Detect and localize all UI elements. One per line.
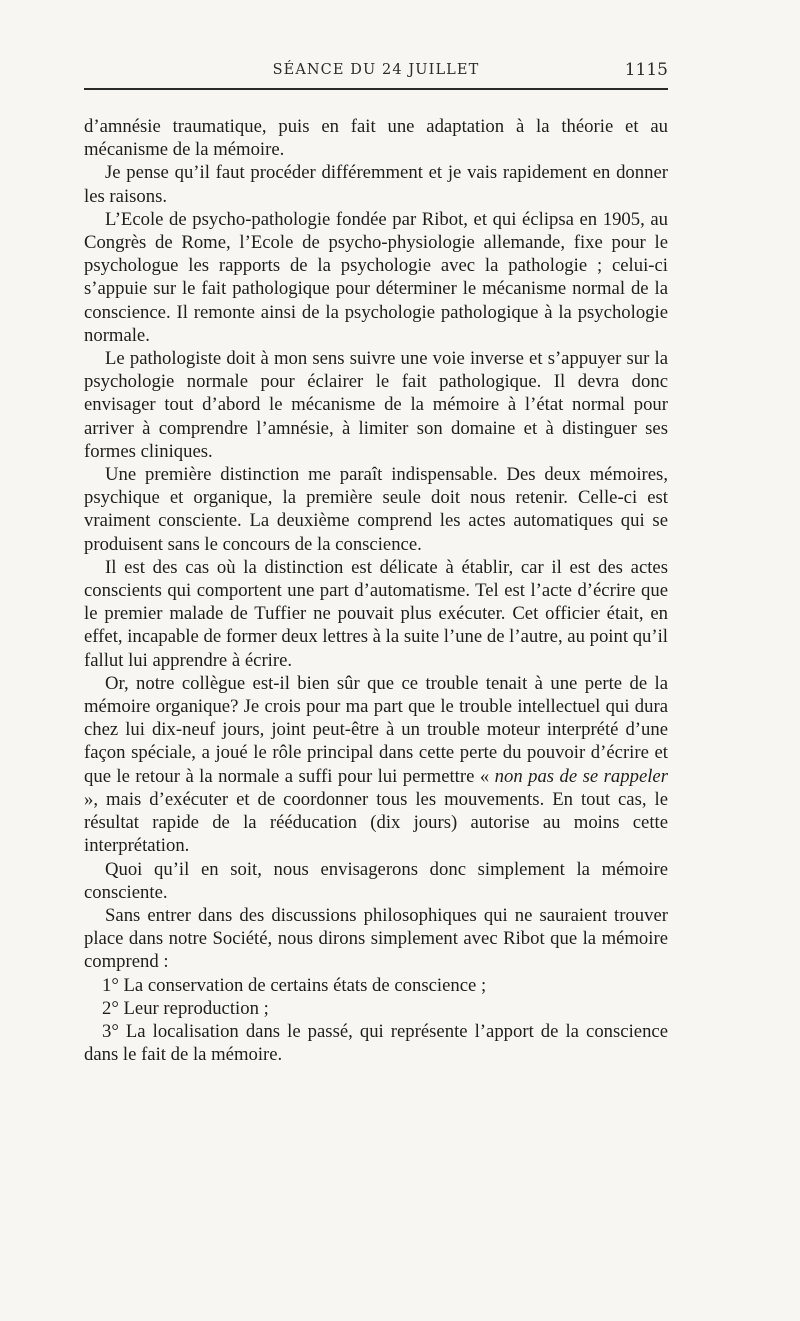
paragraph: Une première distinction me paraît indispensable. Des deux mémoires, psychique et organique, la première seule doit nous retenir. Celle-ci est vraiment consciente. La deuxième comprend les actes automatiques qui se produisent sans le concours de la conscience. — [84, 464, 668, 555]
paragraph: L’Ecole de psycho-pathologie fondée par Ribot, et qui éclipsa en 1905, au Congrès de Rome, l’Ecole de psycho-physiologie allemande, fixe pour le psychologue les rapports de la psychologie avec la pathologie ; celui-ci s’appuie sur le fait pathologique pour déterminer le mécanisme normal de la conscience. Il remonte ainsi de la psychologie pathologique à la psychologie normale. — [84, 208, 668, 346]
paragraph: d’amnésie traumatique, puis en fait une adaptation à la théorie et au mécanisme de la mémoire. — [84, 116, 668, 161]
running-head: SÉANCE DU 24 JUILLET — [272, 62, 480, 78]
paragraph — [84, 672, 668, 858]
paragraph-text: », mais d’exécuter et de coordonner tous les mouvements. En tout cas, le résultat rapide de la rééducation (dix jours) autorise au moins cette interprétation. — [84, 788, 668, 857]
paragraph: Le pathologiste doit à mon sens suivre une voie inverse et s’appuyer sur la psychologie normale pour éclairer le fait pathologique. Il devra donc envisager tout d’abord le mécanisme de la mémoire à l’état normal pour arriver à comprendre l’amnésie, à limiter son domaine et à distinguer ses formes cliniques. — [84, 348, 668, 462]
list-item: 1° La conservation de certains états de conscience ; — [102, 974, 487, 996]
page-header — [84, 56, 668, 90]
body-text — [84, 115, 668, 1066]
paragraph: Sans entrer dans des discussions philosophiques qui ne sauraient trouver place dans notre Société, nous dirons simplement avec Ribot que la mémoire comprend : — [84, 904, 668, 973]
list-item: 3° La localisation dans le passé, qui représente l’apport de la conscience dans le fait de la mémoire. — [84, 1020, 668, 1066]
paragraph-text: Or, notre collègue est-il bien sûr que ce trouble tenait à une perte de la mémoire organique? Je crois pour ma part que le trouble intellectuel qui dura chez lui dix-neuf jours, joint peut-être à un trouble moteur interprété d’une façon spéciale, a joué le rôle principal dans cette perte du pouvoir d’écrire et que le retour à la normale a suffi pour lui permettre « — [84, 672, 668, 787]
paragraph: Il est des cas où la distinction est délicate à établir, car il est des actes conscients qui comportent une part d’automatisme. Tel est l’acte d’écrire que le premier malade de Tuffier ne pouvait plus exécuter. Cet officier était, en effet, incapable de former deux lettres à la suite l’une de l’autre, au point qu’il fallut lui apprendre à écrire. — [84, 556, 668, 671]
list-item: 2° Leur reproduction ; — [102, 997, 269, 1019]
italic-quote: non pas de se rappeler — [494, 765, 668, 787]
paragraph: Je pense qu’il faut procéder différemment et je vais rapidement en donner les raisons. — [84, 162, 668, 207]
page-number: 1115 — [624, 60, 668, 80]
paragraph: Quoi qu’il en soit, nous envisagerons donc simplement la mémoire consciente. — [84, 858, 668, 903]
